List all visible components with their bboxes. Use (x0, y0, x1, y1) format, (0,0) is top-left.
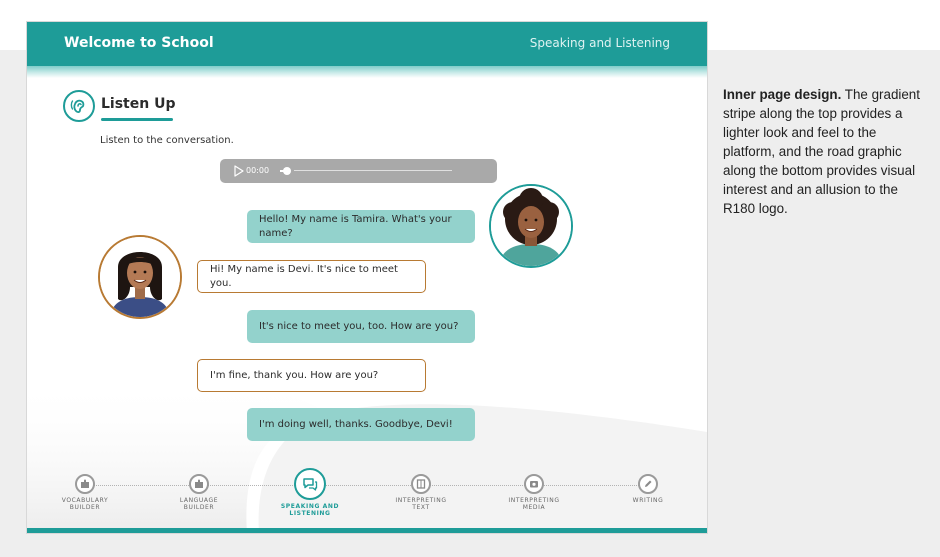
ear-icon (63, 90, 95, 122)
caption-title: Inner page design. (723, 87, 842, 102)
message-tamira: It's nice to meet you, too. How are you? (247, 310, 475, 343)
play-icon[interactable] (234, 165, 244, 177)
pencil-icon (638, 474, 658, 494)
message-tamira: I'm doing well, thanks. Goodbye, Devi! (247, 408, 475, 441)
book-icon (411, 474, 431, 494)
avatar-tamira (489, 184, 573, 268)
audio-scrubber[interactable] (283, 167, 291, 175)
app-title: Welcome to School (64, 35, 214, 51)
nav-label: BUILDER (69, 504, 101, 511)
nav-label: TEXT (412, 504, 430, 511)
message-devi: Hi! My name is Devi. It's nice to meet you. (197, 260, 426, 293)
nav-writing[interactable] (624, 474, 672, 504)
top-bar (27, 22, 707, 66)
design-caption (723, 85, 928, 218)
nav-language-builder[interactable] (175, 474, 223, 511)
app-window (27, 22, 707, 533)
media-icon (524, 474, 544, 494)
nav-interpreting-text[interactable] (391, 474, 451, 511)
gradient-stripe (27, 66, 707, 78)
nav-speaking-and-listening[interactable] (276, 468, 344, 517)
heading-underline (101, 118, 173, 121)
instruction-text: Listen to the conversation. (100, 135, 234, 146)
caption-text: The gradient stripe along the top provides a lighter look and feel to the platform, and the road graphic along the bottom provides visual interest and an allusion to the R180 logo. (723, 87, 920, 216)
audio-track[interactable] (294, 170, 452, 171)
message-devi: I'm fine, thank you. How are you? (197, 359, 426, 392)
nav-label: SPEAKING AND (280, 503, 340, 510)
nav-label: MEDIA (522, 504, 546, 511)
bottom-bar (27, 528, 707, 533)
nav-interpreting-media[interactable] (504, 474, 564, 511)
audio-time: 00:00 (246, 166, 270, 175)
audio-player (220, 159, 497, 183)
nav-label: INTERPRETING (508, 497, 560, 504)
nav-label: BUILDER (183, 504, 215, 511)
speech-bubbles-icon (294, 468, 326, 500)
nav-label: VOCABULARY (61, 497, 109, 504)
nav-vocabulary-builder[interactable] (61, 474, 109, 511)
nav-label: WRITING (632, 497, 664, 504)
avatar-devi (98, 235, 182, 319)
nav-label: INTERPRETING (395, 497, 447, 504)
puzzle-icon (189, 474, 209, 494)
section-title: Speaking and Listening (529, 36, 670, 50)
nav-label: LANGUAGE (179, 497, 219, 504)
puzzle-icon (75, 474, 95, 494)
message-tamira: Hello! My name is Tamira. What's your name? (247, 210, 475, 243)
nav-label: LISTENING (289, 510, 331, 517)
activity-heading: Listen Up (101, 96, 176, 112)
